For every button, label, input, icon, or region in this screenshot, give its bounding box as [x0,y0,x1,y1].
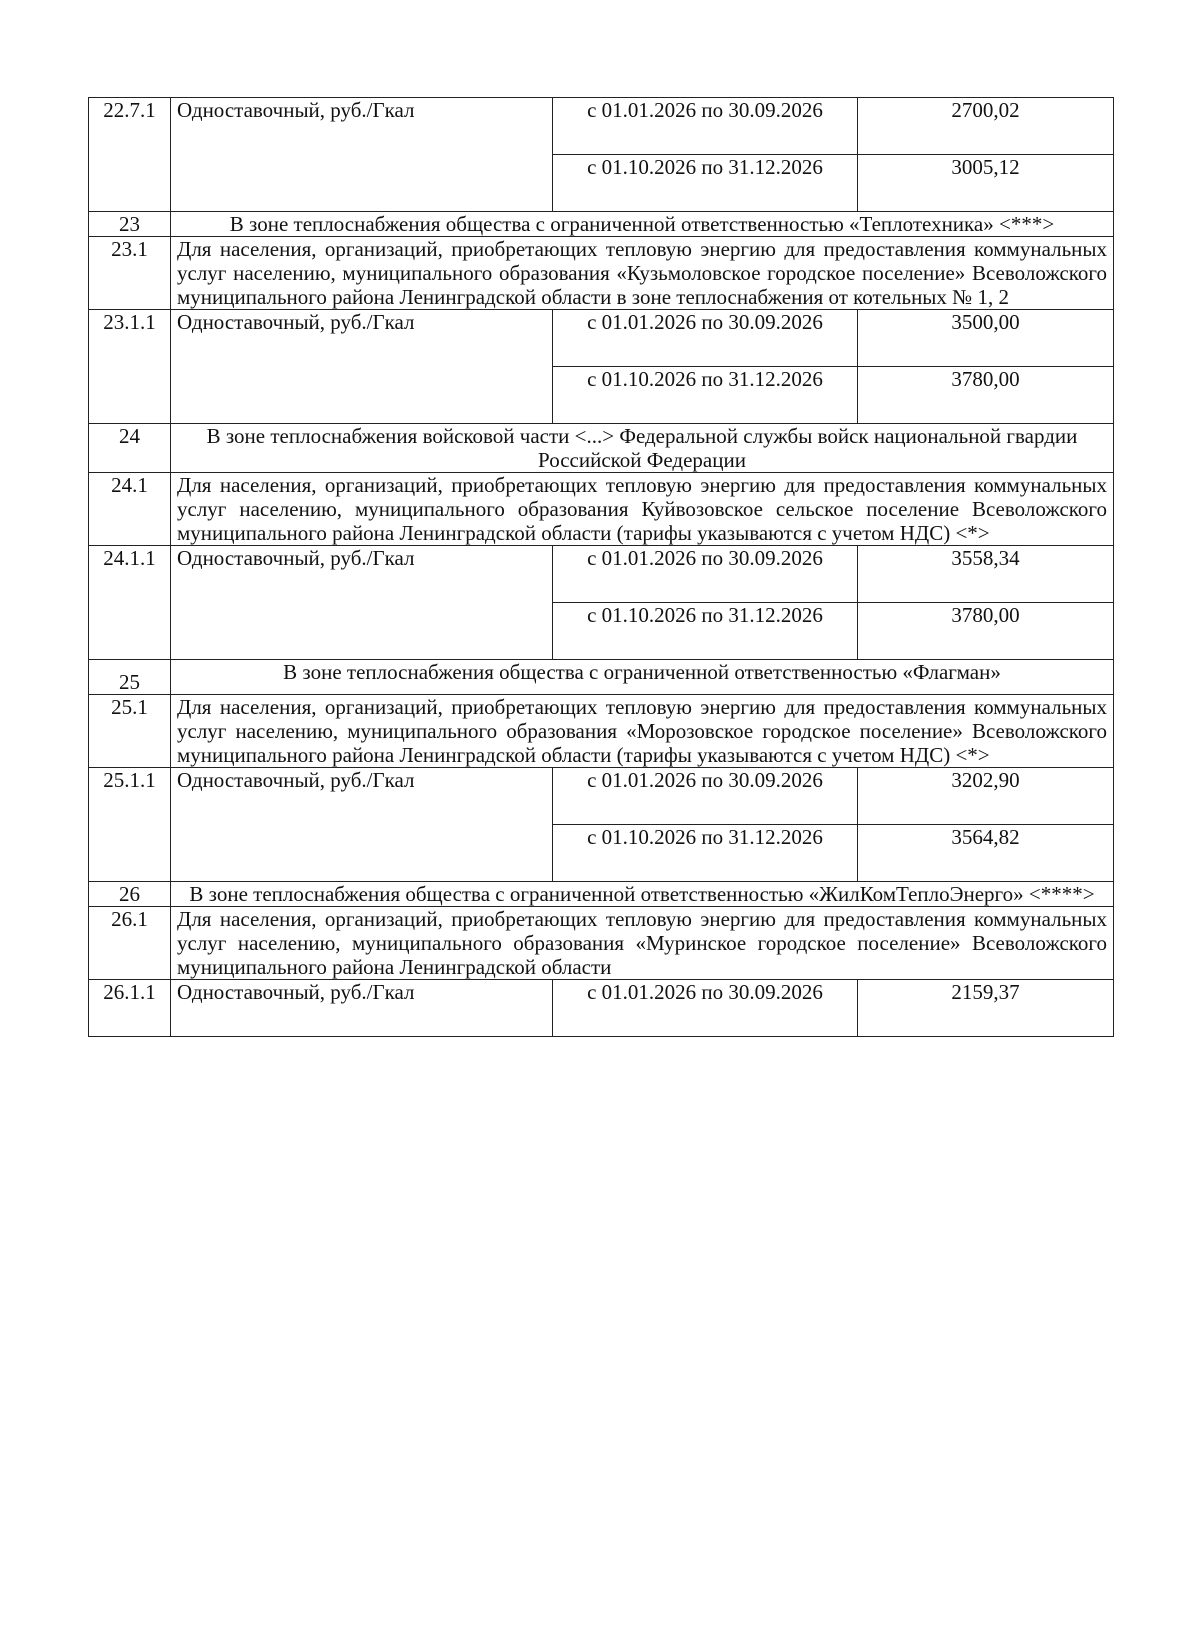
tariff-value: 3558,34 [858,546,1114,603]
tariff-table [88,97,1114,1037]
row-number: 26 [89,882,171,907]
tariff-value: 2700,02 [858,98,1114,155]
consumer-description: Для населения, организаций, приобретающих тепловую энергию для предоставления коммунальных услуг населению, муниципального образования «Морозовское городское поселение» Всеволожского муниципального района Ленинградской области (тарифы указываются с учетом НДС) <*> [171,695,1114,768]
tariff-period: с 01.01.2026 по 30.09.2026 [553,980,858,1037]
tariff-period: с 01.10.2026 по 31.12.2026 [553,155,858,212]
table-row [89,980,1114,1037]
tariff-name: Одноставочный, руб./Гкал [171,98,553,212]
tariff-period: с 01.10.2026 по 31.12.2026 [553,367,858,424]
consumer-description: Для населения, организаций, приобретающих тепловую энергию для предоставления коммунальных услуг населению, муниципального образования Куйвозовское сельское поселение Всеволожского муниципального района Ленинградской области (тарифы указываются с учетом НДС) <*> [171,473,1114,546]
tariff-value: 2159,37 [858,980,1114,1037]
tariff-value: 3780,00 [858,367,1114,424]
tariff-period: с 01.10.2026 по 31.12.2026 [553,825,858,882]
tariff-name: Одноставочный, руб./Гкал [171,768,553,882]
row-number: 24.1 [89,473,171,546]
table-row [89,310,1114,367]
tariff-name: Одноставочный, руб./Гкал [171,310,553,424]
row-number: 23 [89,212,171,237]
zone-heading: В зоне теплоснабжения войсковой части <...> Федеральной службы войск национальной гвардии Российской Федерации [171,424,1114,473]
row-number: 24.1.1 [89,546,171,660]
table-row [89,424,1114,473]
tariff-value: 3005,12 [858,155,1114,212]
row-number: 26.1 [89,907,171,980]
table-row [89,237,1114,310]
table-row [89,907,1114,980]
tariff-value: 3202,90 [858,768,1114,825]
tariff-period: с 01.01.2026 по 30.09.2026 [553,546,858,603]
row-number: 26.1.1 [89,980,171,1037]
row-number: 25.1 [89,695,171,768]
tariff-name: Одноставочный, руб./Гкал [171,546,553,660]
row-number: 24 [89,424,171,473]
table-row [89,212,1114,237]
table-row [89,473,1114,546]
tariff-value: 3500,00 [858,310,1114,367]
row-number: 23.1 [89,237,171,310]
row-number: 25.1.1 [89,768,171,882]
tariff-period: с 01.10.2026 по 31.12.2026 [553,603,858,660]
tariff-period: с 01.01.2026 по 30.09.2026 [553,768,858,825]
row-number: 22.7.1 [89,98,171,212]
consumer-description: Для населения, организаций, приобретающих тепловую энергию для предоставления коммунальных услуг населению, муниципального образования «Кузьмоловское городское поселение» Всеволожского муниципального района Ленинградской области в зоне теплоснабжения от котельных № 1, 2 [171,237,1114,310]
zone-heading: В зоне теплоснабжения общества с ограниченной ответственностью «Теплотехника» <***> [171,212,1114,237]
consumer-description: Для населения, организаций, приобретающих тепловую энергию для предоставления коммунальных услуг населению, муниципального образования «Муринское городское поселение» Всеволожского муниципального района Ленинградской области [171,907,1114,980]
tariff-name: Одноставочный, руб./Гкал [171,980,553,1037]
table-row [89,695,1114,768]
zone-heading: В зоне теплоснабжения общества с ограниченной ответственностью «ЖилКомТеплоЭнерго» <****> [171,882,1114,907]
row-number: 25 [89,660,171,695]
tariff-value: 3564,82 [858,825,1114,882]
table-row [89,768,1114,825]
tariff-value: 3780,00 [858,603,1114,660]
table-row [89,98,1114,155]
tariff-period: с 01.01.2026 по 30.09.2026 [553,310,858,367]
tariff-period: с 01.01.2026 по 30.09.2026 [553,98,858,155]
row-number: 23.1.1 [89,310,171,424]
table-row [89,546,1114,603]
table-row [89,882,1114,907]
zone-heading: В зоне теплоснабжения общества с ограниченной ответственностью «Флагман» [171,660,1114,695]
table-row [89,660,1114,695]
